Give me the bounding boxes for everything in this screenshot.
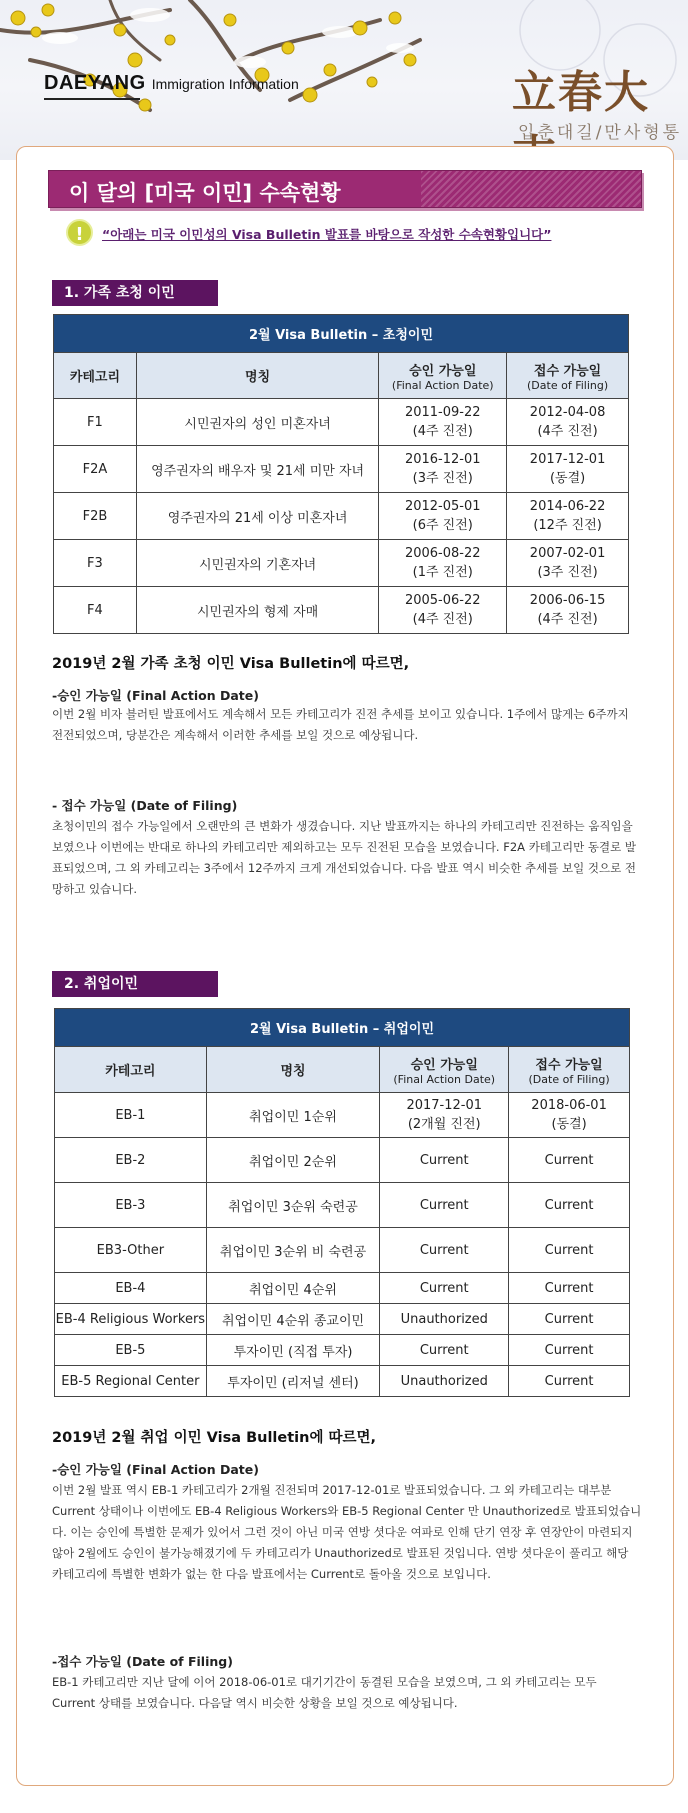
table-row bbox=[55, 1366, 630, 1397]
cell-category: F2B bbox=[54, 493, 137, 540]
filing-note: (12주 진전) bbox=[533, 518, 602, 533]
final-date: 2011-09-22 bbox=[404, 405, 481, 420]
cell-name: 영주권자의 21세 이상 미혼자녀 bbox=[136, 493, 379, 540]
cell-name: 영주권자의 배우자 및 21세 미만 자녀 bbox=[136, 446, 379, 493]
cell-category: EB3-Other bbox=[55, 1228, 207, 1273]
cell-filing bbox=[507, 493, 629, 540]
page-title: 이 달의 [미국 이민] 수속현황 bbox=[69, 181, 341, 205]
final-date: 2005-06-22 bbox=[404, 593, 481, 608]
cell-name: 투자이민 (직접 투자) bbox=[206, 1335, 380, 1366]
cell-final bbox=[379, 399, 507, 446]
header-filing-sub: (Date of Filing) bbox=[527, 378, 609, 392]
cell-filing: Current bbox=[509, 1228, 630, 1273]
filing-date: 2017-12-01 bbox=[529, 452, 606, 467]
exclamation-icon: ! bbox=[66, 219, 93, 246]
final-date: 2016-12-01 bbox=[404, 452, 481, 467]
cell-name: 취업이민 3순위 숙련공 bbox=[206, 1183, 380, 1228]
cell-filing bbox=[509, 1093, 630, 1138]
header-filing-sub: (Date of Filing) bbox=[528, 1072, 610, 1086]
filing-note: (동결) bbox=[549, 471, 586, 486]
header-filing-main: 접수 가능일 bbox=[533, 363, 602, 379]
section-label-family: 1. 가족 초청 이민 bbox=[52, 280, 218, 306]
cell-category: F2A bbox=[54, 446, 137, 493]
table-caption-row bbox=[54, 315, 629, 353]
final-date: 2012-05-01 bbox=[404, 499, 481, 514]
table-row bbox=[55, 1273, 630, 1304]
cell-final bbox=[379, 587, 507, 634]
table-row bbox=[55, 1304, 630, 1335]
cell-final: Current bbox=[380, 1183, 509, 1228]
cell-name: 취업이민 1순위 bbox=[206, 1093, 380, 1138]
final-note: (6주 진전) bbox=[412, 518, 473, 533]
header-final-action bbox=[379, 353, 507, 399]
notice-line bbox=[66, 218, 566, 248]
cell-category: EB-3 bbox=[55, 1183, 207, 1228]
employment-summary-title: 2019년 2월 취업 이민 Visa Bulletin에 따르면, bbox=[52, 1430, 377, 1446]
table-row bbox=[55, 1093, 630, 1138]
header-name: 명칭 bbox=[136, 353, 379, 399]
cell-category: EB-5 Regional Center bbox=[55, 1366, 207, 1397]
filing-date: 2012-04-08 bbox=[529, 405, 606, 420]
cell-filing bbox=[507, 446, 629, 493]
table-caption-row bbox=[55, 1009, 630, 1047]
cell-name: 취업이민 4순위 bbox=[206, 1273, 380, 1304]
family-summary-title: 2019년 2월 가족 초청 이민 Visa Bulletin에 따르면, bbox=[52, 656, 410, 672]
cell-filing: Current bbox=[509, 1273, 630, 1304]
table-row bbox=[54, 493, 629, 540]
cell-filing bbox=[507, 540, 629, 587]
header-filing bbox=[507, 353, 629, 399]
table-row bbox=[55, 1335, 630, 1366]
filing-note: (3주 진전) bbox=[537, 565, 598, 580]
table-row bbox=[54, 540, 629, 587]
section-label-employment: 2. 취업이민 bbox=[52, 971, 218, 997]
cell-category: F4 bbox=[54, 587, 137, 634]
header-category: 카테고리 bbox=[55, 1047, 207, 1093]
filing-note: (4주 진전) bbox=[537, 424, 598, 439]
cell-final: Current bbox=[380, 1335, 509, 1366]
table-caption: 2월 Visa Bulletin – 초청이민 bbox=[54, 315, 629, 353]
cell-final: Unauthorized bbox=[380, 1304, 509, 1335]
header-final-main: 승인 가능일 bbox=[410, 1057, 478, 1073]
filing-date: 2007-02-01 bbox=[529, 546, 606, 561]
notice-text: “아래는 미국 이민성의 Visa Bulletin 발표를 바탕으로 작성한 수속현황입니다” bbox=[102, 227, 552, 242]
table-row bbox=[54, 446, 629, 493]
family-filing-text: 초청이민의 접수 가능일에서 오랜만의 큰 변화가 생겼습니다. 지난 발표까지는 하나의 카테고리만 진전하는 움직임을 보였으나 이번에는 반대로 하나의 카테고리만 제외하고는 모두 진전된 모습을 보였습니다. F2A 카테고리만 동결로 발표되었으며, 그 외 카테고리는 3주에서 12주까지 크게 개선되었습니다. 다음 발표 역시 비슷한 추세를 보일 것으로 전망하고 있습니다. bbox=[52, 819, 636, 896]
cell-final bbox=[379, 493, 507, 540]
cell-category: F3 bbox=[54, 540, 137, 587]
cell-final: Unauthorized bbox=[380, 1366, 509, 1397]
family-final-title: -승인 가능일 (Final Action Date) bbox=[52, 688, 259, 703]
header-banner bbox=[0, 0, 688, 160]
header-filing bbox=[509, 1047, 630, 1093]
header-final-action bbox=[380, 1047, 509, 1093]
cell-category: EB-4 bbox=[55, 1273, 207, 1304]
family-visa-table bbox=[53, 314, 629, 634]
header-category: 카테고리 bbox=[54, 353, 137, 399]
calligraphy-logo: 立春大 bbox=[512, 67, 650, 118]
employment-final-text: 이번 2월 발표 역시 EB-1 카테고리가 2개월 진전되며 2017-12-01로 발표되었습니다. 그 외 카테고리는 대부분 Current 상태이나 이번에도 EB-4 Religious Workers와 EB-5 Regional Center 만 Unauthorized로 발표되었습니다. 이는 승인에 특별한 문제가 있어서 그런 것이 아닌 미국 연방 셧다운 여파로 인해 단기 연장 후 연장안이 마련되지 않아 2월에도 승인이 불가능해졌기에 두 카테고리가 Unauthorized로 발표된 것입니다. 연방 셧다운이 풀리고 해당 카테고리에 특별한 변화가 없는 한 다음 발표에서는 Current로 돌아올 것으로 보입니다. bbox=[52, 1483, 642, 1581]
filing-note: (동결) bbox=[551, 1117, 587, 1132]
table-row bbox=[54, 587, 629, 634]
final-date: 2006-08-22 bbox=[404, 546, 481, 561]
header-final-main: 승인 가능일 bbox=[409, 363, 477, 379]
cell-name: 취업이민 3순위 비 숙련공 bbox=[206, 1228, 380, 1273]
final-note: (4주 진전) bbox=[412, 612, 473, 627]
cell-filing: Current bbox=[509, 1366, 630, 1397]
table-header-row bbox=[54, 353, 629, 399]
filing-note: (4주 진전) bbox=[537, 612, 598, 627]
brand-name: DAEYANG bbox=[44, 72, 146, 94]
cell-category: EB-1 bbox=[55, 1093, 207, 1138]
cell-final bbox=[380, 1093, 509, 1138]
table-row bbox=[55, 1138, 630, 1183]
table-row bbox=[55, 1228, 630, 1273]
cell-filing bbox=[507, 587, 629, 634]
cell-filing: Current bbox=[509, 1304, 630, 1335]
filing-date: 2018-06-01 bbox=[531, 1098, 607, 1113]
cell-category: EB-2 bbox=[55, 1138, 207, 1183]
table-header-row bbox=[55, 1047, 630, 1093]
cell-name: 투자이민 (리저널 센터) bbox=[206, 1366, 380, 1397]
cell-name: 시민권자의 형제 자매 bbox=[136, 587, 379, 634]
employment-filing-title: -접수 가능일 (Date of Filing) bbox=[52, 1654, 233, 1669]
cell-filing: Current bbox=[509, 1335, 630, 1366]
cell-category: EB-5 bbox=[55, 1335, 207, 1366]
cell-filing bbox=[507, 399, 629, 446]
cell-final: Current bbox=[380, 1138, 509, 1183]
header-filing-main: 접수 가능일 bbox=[535, 1057, 603, 1073]
filing-date: 2006-06-15 bbox=[529, 593, 606, 608]
cell-final: Current bbox=[380, 1273, 509, 1304]
cell-name: 시민권자의 성인 미혼자녀 bbox=[136, 399, 379, 446]
table-row bbox=[54, 399, 629, 446]
header-name: 명칭 bbox=[206, 1047, 380, 1093]
header-final-sub: (Final Action Date) bbox=[393, 1072, 496, 1086]
table-caption: 2월 Visa Bulletin – 취업이민 bbox=[55, 1009, 630, 1047]
final-date: 2017-12-01 bbox=[406, 1098, 483, 1113]
cell-final bbox=[379, 446, 507, 493]
cell-name: 취업이민 2순위 bbox=[206, 1138, 380, 1183]
cell-name: 시민권자의 기혼자녀 bbox=[136, 540, 379, 587]
final-note: (2개월 진전) bbox=[407, 1117, 481, 1132]
employment-visa-table bbox=[54, 1008, 630, 1397]
header-final-sub: (Final Action Date) bbox=[391, 378, 494, 392]
final-note: (3주 진전) bbox=[412, 471, 473, 486]
page-title-bar bbox=[48, 170, 642, 208]
cell-category: EB-4 Religious Workers bbox=[55, 1304, 207, 1335]
cell-category: F1 bbox=[54, 399, 137, 446]
family-final-text: 이번 2월 비자 블러틴 발표에서도 계속해서 모든 카테고리가 진전 추세를 보이고 있습니다. 1주에서 많게는 6주까지 전전되었으며, 당분간은 계속해서 이러한 추세를 보일 것으로 예상됩니다. bbox=[52, 707, 629, 742]
brand-logo bbox=[44, 72, 299, 95]
calligraphy-subtitle: 입춘대길/만사형통 bbox=[518, 123, 683, 143]
employment-final-title: -승인 가능일 (Final Action Date) bbox=[52, 1462, 259, 1477]
family-filing-title: - 접수 가능일 (Date of Filing) bbox=[52, 798, 238, 813]
employment-filing-text: EB-1 카테고리만 지난 달에 이어 2018-06-01로 대기기간이 동결된 모습을 보였으며, 그 외 카테고리는 모두 Current 상태를 보였습니다. 다음달 역시 비슷한 상황을 보일 것으로 예상됩니다. bbox=[52, 1675, 597, 1710]
cell-filing: Current bbox=[509, 1138, 630, 1183]
filing-date: 2014-06-22 bbox=[529, 499, 606, 514]
table-row bbox=[55, 1183, 630, 1228]
title-stripe-decoration bbox=[421, 171, 641, 207]
cell-final bbox=[379, 540, 507, 587]
final-note: (1주 진전) bbox=[412, 565, 473, 580]
cell-filing: Current bbox=[509, 1183, 630, 1228]
cell-name: 취업이민 4순위 종교이민 bbox=[206, 1304, 380, 1335]
brand-subtitle: Immigration Information bbox=[151, 76, 299, 92]
final-note: (4주 진전) bbox=[412, 424, 473, 439]
brand-underline bbox=[44, 98, 140, 100]
cell-final: Current bbox=[380, 1228, 509, 1273]
